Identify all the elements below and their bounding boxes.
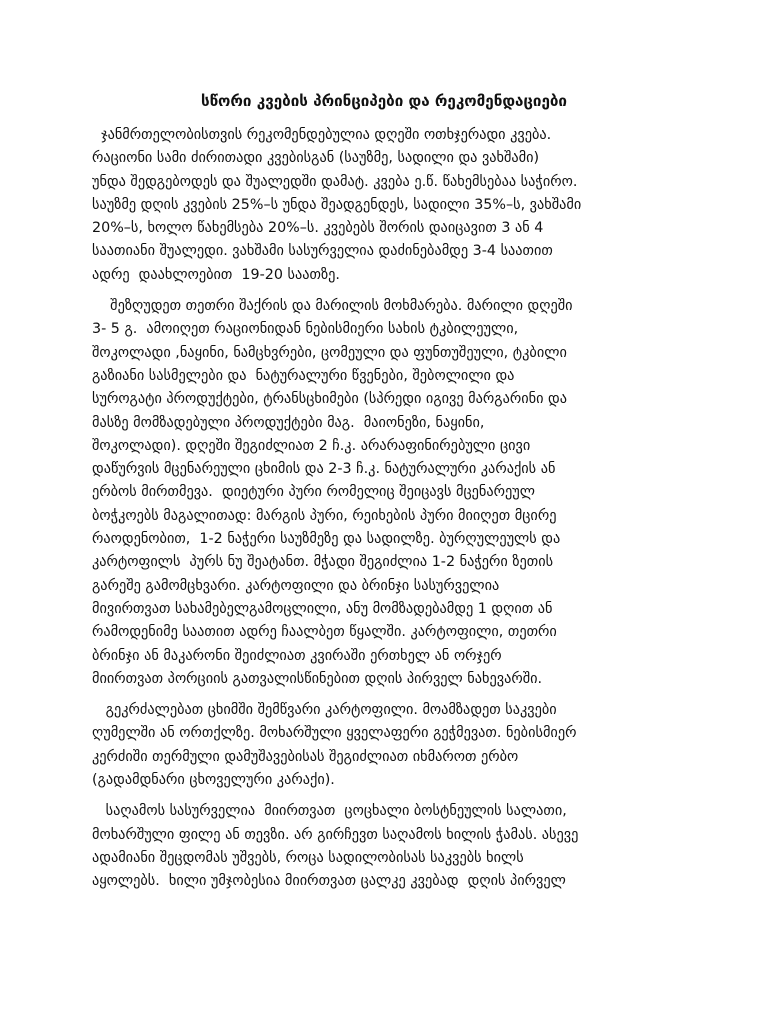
text-line: ღუმელში ან ორთქლზე. მოხარშული ყველაფერი გეჭმევათ. ნებისმიერ xyxy=(92,725,577,742)
text-line: მასზე მომზადებული პროდუქტები მაგ. მაიონეზი, ნაყინი, xyxy=(92,414,485,431)
text-line: კარტოფილს პურს ნუ შეატანთ. მჭადი შეგიძლია 1-2 ნაჭერი ზეთის xyxy=(92,554,554,571)
text-line: მიირთვათ პორციის გათვალისწინებით დღის პირველ ნახევარში. xyxy=(92,670,543,687)
text-line: რამოდენიმე საათით ადრე ჩაალბეთ წყალში. კარტოფილი, თეთრი xyxy=(92,624,557,641)
text-line: გაზიანი სასმელები და ნატურალური წვენები, შებოლილი და xyxy=(92,367,515,384)
text-line: საათიანი შუალედი. ვახშამი სასურველია დაძინებამდე 3-4 საათით xyxy=(92,243,553,260)
text-line: რაციონი სამი ძირითადი კვებისგან (საუზმე, სადილი და ვახშამი) xyxy=(92,150,540,167)
text-line: აყოლებს. ხილი უმჯობესია მიირთვათ ცალკე კვებად დღის პირველ xyxy=(92,873,566,890)
text-line: ერბოს მირთმევა. დიეტური პური რომელიც შეიცავს მცენარეულ xyxy=(92,484,535,501)
text-line: ბოჭკოებს მაგალითად: მარგის პური, რეიხების პური მიიღეთ მცირე xyxy=(92,507,557,524)
text-line: რაოდენობით, 1-2 ნაჭერი საუზმეზე და სადილზე. ბურღულეულს და xyxy=(92,531,561,548)
paragraph-evening-meal xyxy=(92,800,668,893)
text-line: შოკოლადი ,ნაყინი, ნამცხვრები, ცომეული და ფუნთუშეული, ტკბილი xyxy=(92,344,567,361)
text-line: ბრინჯი ან მაკარონი შეიძლიათ კვირაში ერთხელ ან ორჯერ xyxy=(92,647,502,664)
text-line: საღამოს სასურველია მიირთვათ ცოცხალი ბოსტნეულის სალათი, xyxy=(92,803,567,820)
text-line: (გადამდნარი ცხოველური კარაქი). xyxy=(92,772,335,789)
paragraph-cooking-methods xyxy=(92,699,668,792)
text-line: ადამიანი შეცდომას უშვებს, როცა სადილობისას საკვებს ხილს xyxy=(92,849,524,866)
paragraph-meal-schedule xyxy=(92,124,668,287)
document-title: სწორი კვების პრინციპები და რეკომენდაციები xyxy=(201,92,567,110)
text-line: 20%–ს, ხოლო წახემსება 20%–ს. კვებებს შორის დაიცავით 3 ან 4 xyxy=(92,220,544,237)
paragraph-restrictions xyxy=(92,295,668,691)
text-line: დაწურვის მცენარეული ცხიმის და 2-3 ჩ.კ. ნატურალური კარაქის ან xyxy=(92,461,556,478)
text-line: მოხარშული ფილე ან თევზი. არ გირჩევთ საღამოს ხილის ჭამას. ასევე xyxy=(92,826,579,843)
text-line: შეზღუდეთ თეთრი შაქრის და მარილის მოხმარება. მარილი დღეში xyxy=(92,298,573,315)
text-line: გეკრძალებათ ცხიმში შემწვარი კარტოფილი. მოამზადეთ საკვები xyxy=(92,702,557,719)
text-line: კერძიში თერმული დამუშავებისას შეგიძლიათ იხმაროთ ერბო xyxy=(92,748,519,765)
text-line: მივირთვათ სახამებელგამოცლილი, ანუ მომზადებამდე 1 დღით ან xyxy=(92,600,553,617)
text-line: 3- 5 გ. ამოიღეთ რაციონიდან ნებისმიერი სახის ტკბილეული, xyxy=(92,321,519,338)
text-line: გარეშე გამომცხვარი. კარტოფილი და ბრინჯი სასურველია xyxy=(92,577,500,594)
text-line: შოკოლადი). დღეში შეგიძლიათ 2 ჩ.კ. არარაფინირებული ცივი xyxy=(92,437,531,454)
text-line: უნდა შედგებოდეს და შუალედში დამატ. კვება ე.წ. წახემსებაა საჭირო. xyxy=(92,173,578,190)
text-line: საუზმე დღის კვების 25%–ს უნდა შეადგენდეს, სადილი 35%–ს, ვახშამი xyxy=(92,196,582,213)
text-line: სუროგატი პროდუქტები, ტრანსცხიმები (სპრედი იგივე მარგარინი და xyxy=(92,391,567,408)
text-line: ჯანმრთელობისთვის რეკომენდებულია დღეში ოთხჯერადი კვება. xyxy=(92,127,552,143)
text-line: ადრე დაახლოებით 19-20 საათზე. xyxy=(92,266,340,283)
